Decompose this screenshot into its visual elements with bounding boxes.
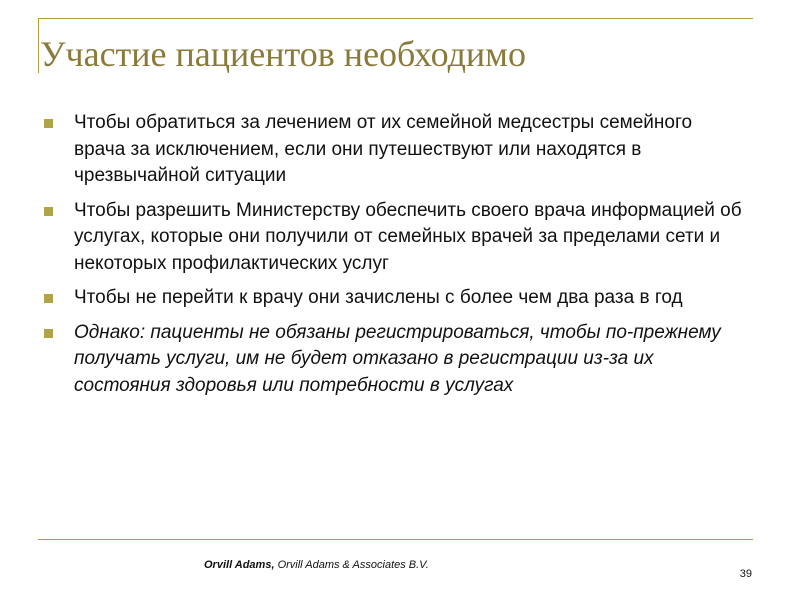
- square-bullet-icon: [44, 119, 53, 128]
- bullet-item-4: [44, 320, 744, 400]
- bullet-item-1: [44, 110, 744, 190]
- square-bullet-icon: [44, 329, 53, 338]
- bullet-text-3: Чтобы не перейти к врачу они зачислены с более чем два раза в год: [74, 287, 683, 308]
- square-bullet-icon: [44, 207, 53, 216]
- bullet-item-2: [44, 198, 744, 278]
- footer-author: [204, 558, 429, 572]
- bullet-list: [44, 110, 744, 407]
- footer-divider-line: [38, 539, 753, 540]
- title-frame-top-line: [38, 18, 753, 19]
- footer-author-name: Orvill Adams,: [204, 559, 275, 571]
- page-number: 39: [739, 568, 752, 580]
- square-bullet-icon: [44, 294, 53, 303]
- bullet-text-4: Однако: пациенты не обязаны регистрироваться, чтобы по-прежнему получать услуги, им не будет отказано в регистрации из-за их состояния здоровья или потребности в услугах: [74, 321, 721, 396]
- bullet-text-1: Чтобы обратиться за лечением от их семейной медсестры семейного врача за исключением, если они путешествуют или находятся в чрезвычайной ситуации: [74, 112, 693, 186]
- bullet-text-2: Чтобы разрешить Министерству обеспечить своего врача информацией об услугах, которые они получили от семейных врачей за пределами сети и некоторых профилактических услуг: [74, 199, 742, 274]
- slide-title: Участие пациентов необходимо: [40, 34, 526, 74]
- bullet-item-3: [44, 285, 744, 312]
- title-frame-left-line: [38, 18, 39, 73]
- footer-author-org: Orvill Adams & Associates B.V.: [274, 559, 429, 571]
